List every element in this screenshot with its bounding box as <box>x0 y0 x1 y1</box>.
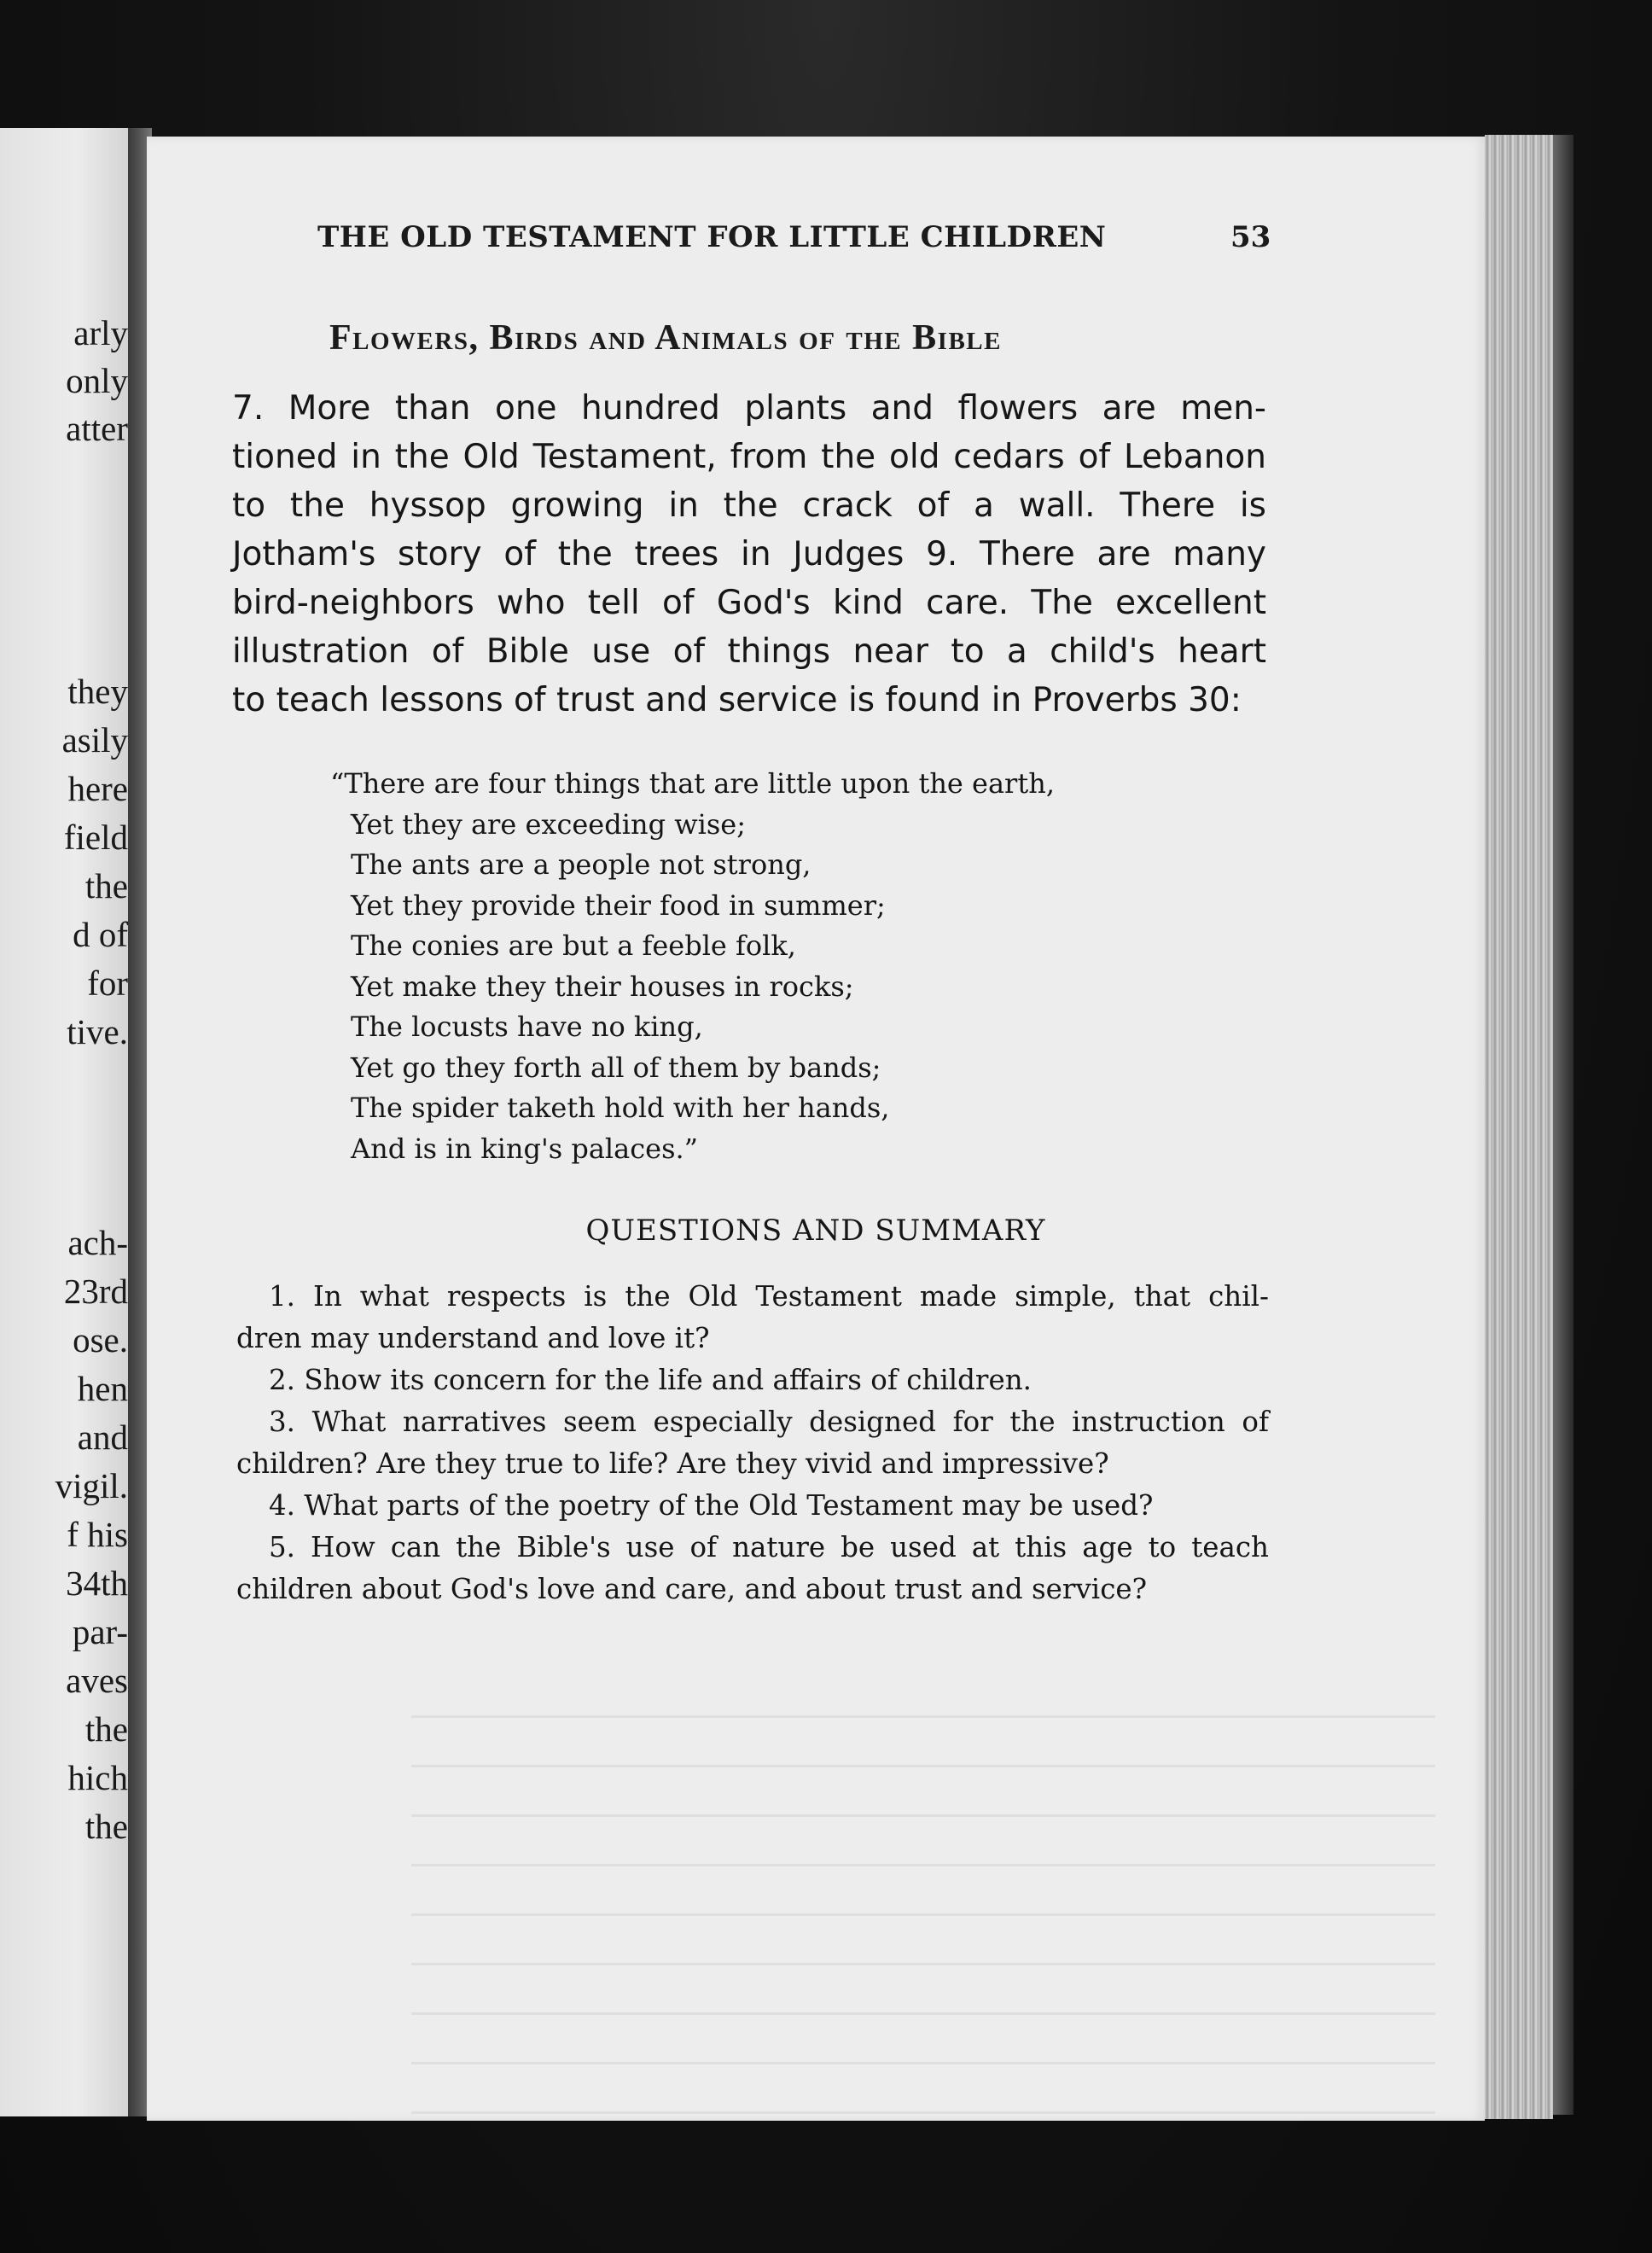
question-line: 3. What narratives seem especially designed for the instruction of <box>269 1406 1269 1438</box>
book-page <box>147 137 1485 2121</box>
body-paragraph <box>232 384 1266 725</box>
paragraph-line: to teach lessons of trust and service is found in Proverbs 30: <box>232 681 1242 719</box>
left-page-text-fragment: ose. <box>73 1320 128 1359</box>
left-page-text-fragment: ach- <box>67 1223 128 1262</box>
book-cover-edge <box>1553 135 1573 2115</box>
left-page-text-fragment: field <box>63 818 128 857</box>
question-line: 4. What parts of the poetry of the Old Testament may be used? <box>269 1489 1154 1522</box>
poem-line: Yet go they forth all of them by bands; <box>351 1051 881 1084</box>
question-line: children about God's love and care, and about trust and service? <box>236 1573 1148 1605</box>
page-edges <box>1485 135 1553 2119</box>
left-page-text-fragment: d of <box>73 915 128 954</box>
left-page-text-fragment: aves <box>66 1661 128 1700</box>
left-page-text-fragment: they <box>67 672 128 711</box>
left-page-edge <box>0 128 128 2116</box>
question-line: dren may understand and love it? <box>236 1322 710 1354</box>
section-heading: Flowers, Birds and Animals of the Bible <box>329 318 1002 358</box>
left-page-text-fragment: asily <box>61 720 128 760</box>
question-line: 5. How can the Bible's use of nature be used at this age to teach <box>269 1531 1269 1563</box>
poem-line: The ants are a people not strong, <box>351 848 811 881</box>
left-page-text-fragment: the <box>84 866 128 905</box>
paragraph-line: to the hyssop growing in the crack of a wall. There is <box>232 486 1266 525</box>
poem-line: “There are four things that are little upon the earth, <box>330 767 1055 800</box>
show-through-text <box>411 1715 1435 2142</box>
page-number: 53 <box>1230 220 1271 254</box>
running-head: THE OLD TESTAMENT FOR LITTLE CHILDREN <box>317 220 1107 254</box>
left-page-text-fragment: atter <box>66 409 128 448</box>
paragraph-line: illustration of Bible use of things near to a child's heart <box>232 632 1266 671</box>
left-page-text-fragment: tive. <box>67 1012 128 1051</box>
left-page-text-fragment: hen <box>77 1369 128 1408</box>
question-line: 1. In what respects is the Old Testament made simple, that chil- <box>269 1280 1269 1313</box>
poem-line: And is in king's palaces.” <box>351 1132 699 1165</box>
left-page-text-fragment: for <box>87 963 128 1003</box>
left-page-text-fragment: the <box>84 1807 128 1846</box>
left-page-text-fragment: f his <box>67 1515 128 1554</box>
poem-line: Yet they provide their food in summer; <box>351 888 886 922</box>
questions-list <box>236 1276 1269 1610</box>
poem-line: Yet they are exceeding wise; <box>351 807 746 841</box>
paragraph-line: 7. More than one hundred plants and flowers are men- <box>232 389 1266 428</box>
poem-line: The conies are but a feeble folk, <box>351 929 796 962</box>
left-page-text-fragment: and <box>77 1418 128 1457</box>
left-page-text-fragment: here <box>67 769 128 808</box>
question-line: 2. Show its concern for the life and affairs of children. <box>269 1364 1032 1396</box>
poem-line: The locusts have no king, <box>351 1010 703 1043</box>
left-page-text-fragment: the <box>84 1709 128 1749</box>
paragraph-line: Jotham's story of the trees in Judges 9. There are many <box>232 535 1266 573</box>
quoted-poem <box>330 764 1184 1169</box>
question-line: children? Are they true to life? Are they vivid and impressive? <box>236 1447 1109 1480</box>
poem-line: Yet make they their houses in rocks; <box>351 969 854 1003</box>
left-page-text-fragment: only <box>66 361 128 400</box>
left-page-text-fragment: 34th <box>66 1563 128 1603</box>
left-page-text-fragment: vigil. <box>55 1466 128 1505</box>
left-page-text-fragment: arly <box>73 313 128 352</box>
paragraph-line: bird-neighbors who tell of God's kind care. The excellent <box>232 584 1266 622</box>
left-page-text-fragment: 23rd <box>63 1272 128 1311</box>
poem-line: The spider taketh hold with her hands, <box>351 1092 890 1124</box>
left-page-text-fragment: hich <box>67 1758 128 1797</box>
left-page-text-fragment: par- <box>72 1612 128 1651</box>
questions-heading: QUESTIONS AND SUMMARY <box>585 1214 1046 1248</box>
paragraph-line: tioned in the Old Testament, from the old cedars of Lebanon <box>232 438 1266 476</box>
